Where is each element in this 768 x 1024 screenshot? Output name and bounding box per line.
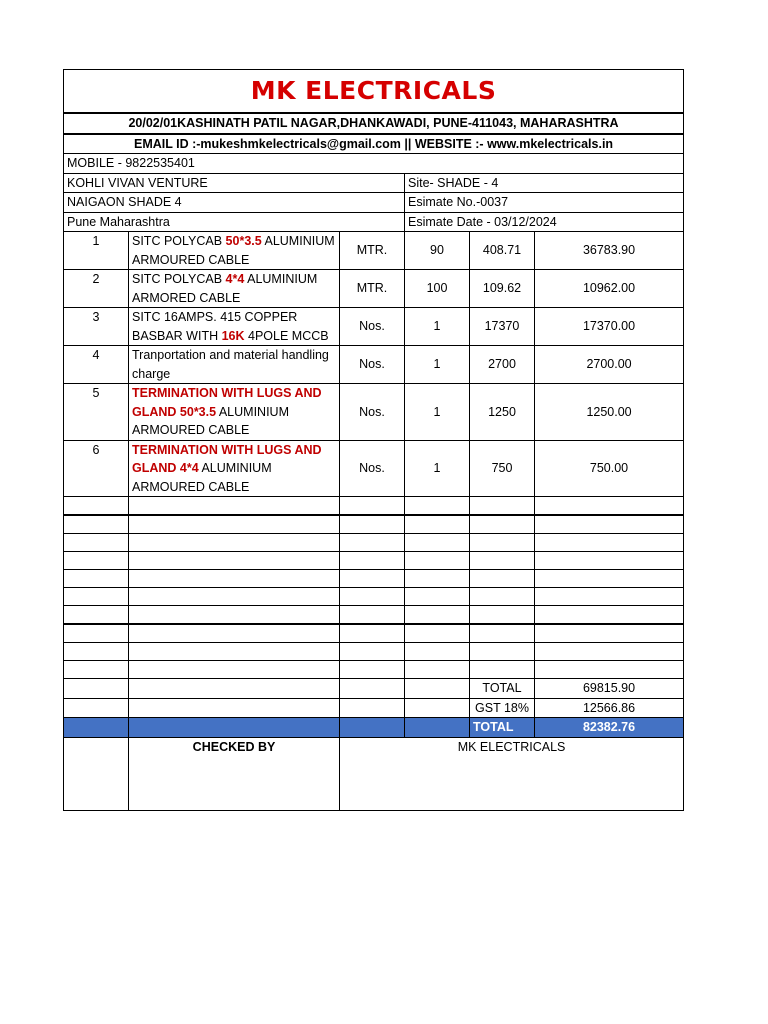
company-name: MK ELECTRICALS [64, 70, 684, 114]
total-row [64, 679, 684, 699]
item-unit: Nos. [340, 440, 405, 497]
client-name: KOHLI VIVAN VENTURE [64, 173, 405, 193]
signature-row [64, 737, 684, 810]
company-signature: MK ELECTRICALS [340, 737, 684, 810]
item-rate: 408.71 [470, 232, 535, 270]
item-rate: 17370 [470, 308, 535, 346]
empty-row [64, 661, 684, 679]
item-unit: MTR. [340, 270, 405, 308]
total-label: TOTAL [470, 679, 535, 699]
item-sno: 1 [64, 232, 129, 270]
total-value: 69815.90 [535, 679, 684, 699]
empty-row [64, 624, 684, 643]
table-row [64, 440, 684, 497]
item-sno: 6 [64, 440, 129, 497]
item-description: TERMINATION WITH LUGS AND GLAND 4*4 ALUMINIUM ARMOURED CABLE [129, 440, 340, 497]
item-rate: 2700 [470, 346, 535, 384]
grand-total-row [64, 718, 684, 738]
item-unit: Nos. [340, 308, 405, 346]
item-amount: 17370.00 [535, 308, 684, 346]
item-sno: 4 [64, 346, 129, 384]
empty-row [64, 534, 684, 552]
site-name: Site- SHADE - 4 [405, 173, 684, 193]
item-qty: 1 [405, 346, 470, 384]
item-unit: Nos. [340, 346, 405, 384]
item-description: Tranportation and material handling charge [129, 346, 340, 384]
empty-row [64, 643, 684, 661]
company-mobile: MOBILE - 9822535401 [64, 154, 684, 174]
item-sno: 3 [64, 308, 129, 346]
item-unit: Nos. [340, 384, 405, 441]
item-sno: 2 [64, 270, 129, 308]
empty-row [64, 552, 684, 570]
estimate-date: Esimate Date - 03/12/2024 [405, 212, 684, 232]
empty-row [64, 570, 684, 588]
item-rate: 1250 [470, 384, 535, 441]
item-sno: 5 [64, 384, 129, 441]
item-amount: 1250.00 [535, 384, 684, 441]
item-qty: 100 [405, 270, 470, 308]
table-row [64, 232, 684, 270]
estimate-table [63, 69, 684, 811]
gst-label: GST 18% [470, 698, 535, 718]
grand-total-label: TOTAL [470, 718, 535, 738]
item-amount: 10962.00 [535, 270, 684, 308]
estimate-sheet [63, 69, 683, 811]
item-qty: 90 [405, 232, 470, 270]
gst-row [64, 698, 684, 718]
grand-total-value: 82382.76 [535, 718, 684, 738]
empty-row [64, 606, 684, 625]
item-rate: 750 [470, 440, 535, 497]
item-qty: 1 [405, 384, 470, 441]
item-amount: 750.00 [535, 440, 684, 497]
gst-value: 12566.86 [535, 698, 684, 718]
item-amount: 36783.90 [535, 232, 684, 270]
item-rate: 109.62 [470, 270, 535, 308]
client-location: NAIGAON SHADE 4 [64, 193, 405, 213]
client-city: Pune Maharashtra [64, 212, 405, 232]
item-amount: 2700.00 [535, 346, 684, 384]
item-description: TERMINATION WITH LUGS AND GLAND 50*3.5 ALUMINIUM ARMOURED CABLE [129, 384, 340, 441]
empty-row [64, 497, 684, 516]
item-description: SITC 16AMPS. 415 COPPER BASBAR WITH 16K 4POLE MCCB [129, 308, 340, 346]
table-row [64, 346, 684, 384]
company-address: 20/02/01KASHINATH PATIL NAGAR,DHANKAWADI, PUNE-411043, MAHARASHTRA [64, 113, 684, 134]
empty-row [64, 515, 684, 534]
table-row [64, 308, 684, 346]
empty-row [64, 588, 684, 606]
company-contact: EMAIL ID :-mukeshmkelectricals@gmail.com || WEBSITE :- www.mkelectricals.in [64, 134, 684, 154]
item-qty: 1 [405, 308, 470, 346]
item-description: SITC POLYCAB 4*4 ALUMINIUM ARMORED CABLE [129, 270, 340, 308]
item-unit: MTR. [340, 232, 405, 270]
checked-by-label: CHECKED BY [129, 737, 340, 810]
item-qty: 1 [405, 440, 470, 497]
estimate-number: Esimate No.-0037 [405, 193, 684, 213]
table-row [64, 270, 684, 308]
item-description: SITC POLYCAB 50*3.5 ALUMINIUM ARMOURED CABLE [129, 232, 340, 270]
table-row [64, 384, 684, 441]
